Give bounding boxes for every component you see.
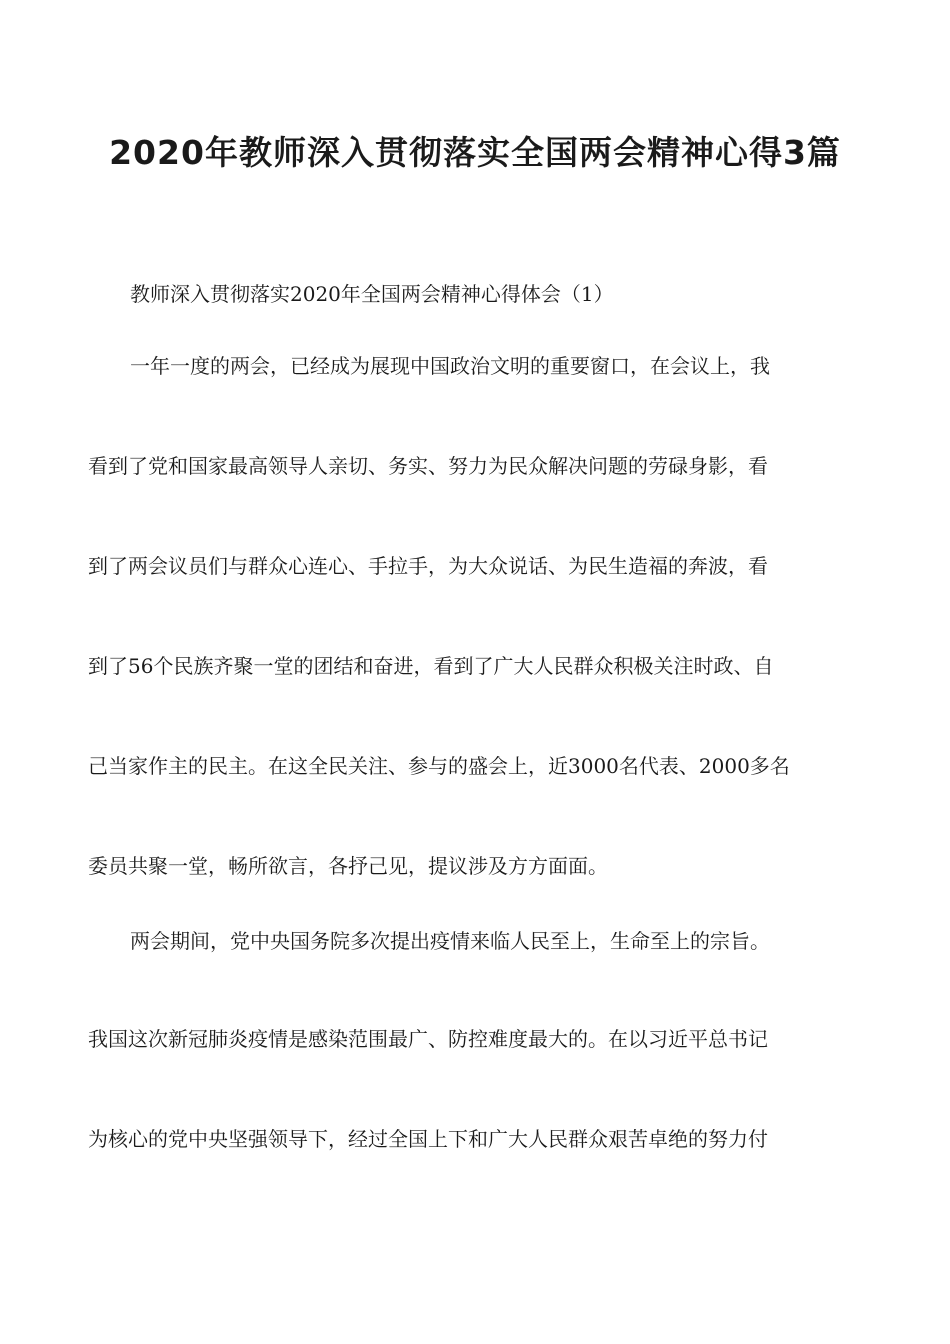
paragraph-line: 到了56个民族齐聚一堂的团结和奋进，看到了广大人民群众积极关注时政、自 xyxy=(88,654,774,678)
paragraph-line: 两会期间，党中央国务院多次提出疫情来临人民至上，生命至上的宗旨。 xyxy=(130,929,770,953)
paragraph-line: 为核心的党中央坚强领导下，经过全国上下和广大人民群众艰苦卓绝的努力付 xyxy=(88,1127,768,1151)
paragraph-line: 我国这次新冠肺炎疫情是感染范围最广、防控难度最大的。在以习近平总书记 xyxy=(88,1027,768,1051)
paragraph-line: 一年一度的两会，已经成为展现中国政治文明的重要窗口，在会议上，我 xyxy=(130,354,770,378)
section-heading: 教师深入贯彻落实2020年全国两会精神心得体会（1） xyxy=(130,282,614,306)
paragraph-line: 到了两会议员们与群众心连心、手拉手，为大众说话、为民生造福的奔波，看 xyxy=(88,554,768,578)
paragraph-line: 委员共聚一堂，畅所欲言，各抒己见，提议涉及方方面面。 xyxy=(88,854,608,878)
paragraph-line: 看到了党和国家最高领导人亲切、务实、努力为民众解决问题的劳碌身影，看 xyxy=(88,454,768,478)
paragraph-line: 己当家作主的民主。在这全民关注、参与的盛会上，近3000名代表、2000多名 xyxy=(88,754,790,778)
document-title: 2020年教师深入贯彻落实全国两会精神心得3篇 xyxy=(109,133,841,172)
